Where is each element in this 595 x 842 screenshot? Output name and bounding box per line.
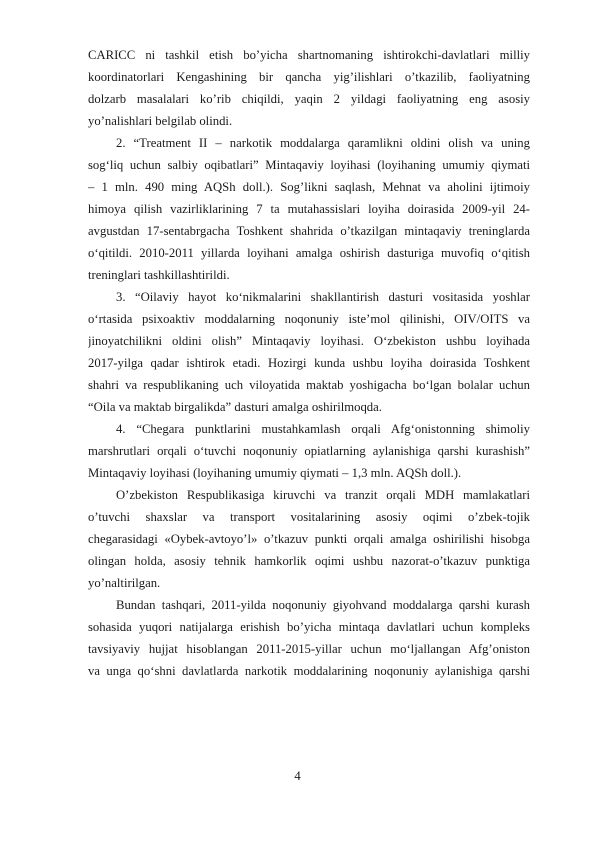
text-line: sohasida yuqori natijalarga erishish bo’yicha mintaqa davlatlari uchun kompleks (88, 620, 530, 634)
text-line: chegarasidagi «Oybek-avtoyo’l» o’tkazuv punkti orqali amalga oshirilishi hisobga (88, 532, 530, 546)
text-line: treninglari tashkillashtirildi. (88, 268, 230, 282)
text-line: sog‘liq uchun salbiy oqibatlari” Mintaqaviy loyihasi (loyihaning umumiy qiymati (88, 158, 530, 172)
text-line: 3. “Oilaviy hayot ko‘nikmalarini shakllantirish dasturi vositasida yoshlar (116, 290, 530, 304)
text-line: shahri va respublikaning uch viloyatida maktab yoshigacha bo‘lgan bolalar uchun (88, 378, 530, 392)
text-line: Mintaqaviy loyihasi (loyihaning umumiy qiymati – 1,3 mln. AQSh doll.). (88, 466, 462, 480)
text-line: o‘rtasida psixoaktiv moddalarning noqonuniy iste’mol qilinishi, OIV/OITS va (88, 312, 530, 326)
text-line: O’zbekiston Respublikasiga kiruvchi va tranzit orqali MDH mamlakatlari (116, 488, 530, 502)
text-line: koordinatorlari Kengashining bir qancha yig’ilishlari o’tkazilib, faoliyatning (88, 70, 530, 84)
text-line: 2017-yilga qadar ishtirok etadi. Hozirgi kunda ushbu loyiha doirasida Toshkent (88, 356, 530, 370)
text-line: olingan holda, asosiy tehnik hamkorlik oqimi ushbu nazorat-o’tkazuv punktiga (88, 554, 530, 568)
text-line: 4. “Chegara punktlarini mustahkamlash orqali Afg‘onistonning shimoliy (116, 422, 530, 436)
page-number: 4 (294, 769, 301, 783)
text-line: marshrutlari orqali o‘tuvchi noqonuniy opiatlarning aylanishiga qarshi kurashish” (88, 444, 530, 458)
text-line: CARICC ni tashkil etish bo’yicha shartnomaning ishtirokchi-davlatlari milliy (88, 48, 530, 62)
text-line: avgustdan 17-sentabrgacha Toshkent shahrida o’tkazilgan mintaqaviy treninglarda (88, 224, 530, 238)
text-line: o‘qitildi. 2010-2011 yillarda loyihani amalga oshirish dasturiga muvofiq o‘qitish (88, 246, 530, 260)
text-line: himoya qilish vazirliklarining 7 ta mutahassislari loyiha doirasida 2009-yil 24- (88, 202, 530, 216)
text-line: Bundan tashqari, 2011-yilda noqonuniy giyohvand moddalarga qarshi kurash (116, 598, 530, 612)
text-line: o’tuvchi shaxslar va transport vositalarining asosiy oqimi o’zbek-tojik (88, 510, 530, 524)
text-line: yo’naltirilgan. (88, 576, 161, 590)
text-line: “Oila va maktab birgalikda” dasturi amalga oshirilmoqda. (88, 400, 382, 414)
text-line: jinoyatchilikni oldini olish” Mintaqaviy loyihasi. O‘zbekiston ushbu loyihada (88, 334, 530, 348)
text-line: dolzarb masalalari ko’rib chiqildi, yaqin 2 yildagi faoliyatning eng asosiy (88, 92, 530, 106)
text-line: – 1 mln. 490 ming AQSh doll.). Sog’likni saqlash, Mehnat va aholini ijtimoiy (88, 180, 530, 194)
document-body (88, 44, 530, 682)
text-line: va unga qo‘shni davlatlarda narkotik moddalarining noqonuniy aylanishiga qarshi (88, 664, 530, 678)
text-line: 2. “Treatment II – narkotik moddalarga qaramlikni oldini olish va uning (116, 136, 530, 150)
text-line: tavsiyaviy hujjat hisoblangan 2011-2015-yillar uchun mo‘ljallangan Afg’oniston (88, 642, 530, 656)
text-line: yo’nalishlari belgilab olindi. (88, 114, 233, 128)
